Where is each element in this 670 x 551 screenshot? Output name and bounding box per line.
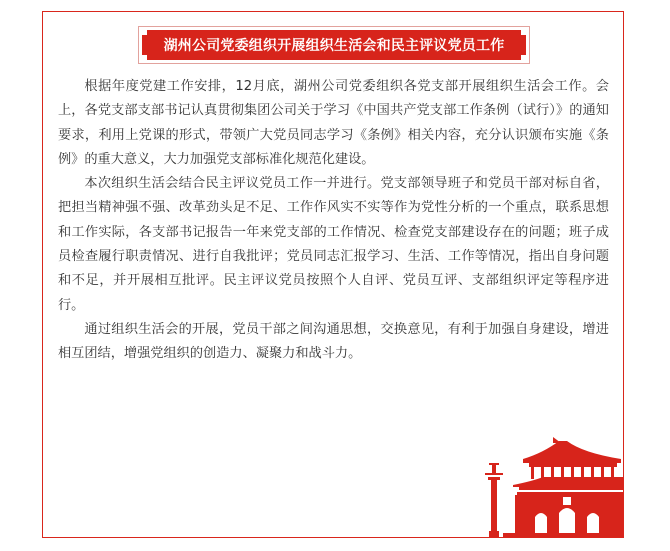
article-title: 湖州公司党委组织开展组织生活会和民主评议党员工作 — [163, 38, 505, 54]
article-frame — [42, 11, 624, 538]
title-banner — [138, 26, 530, 64]
tiananmen-gate-illustration — [483, 437, 623, 537]
paragraph: 通过组织生活会的开展，党员干部之间沟通思想，交换意见，有利于加强自身建设，增进相互团结，增强党组织的创造力、凝聚力和战斗力。 — [58, 321, 609, 362]
paragraph: 本次组织生活会结合民主评议党员工作一并进行。党支部领导班子和党员干部对标自省，把担当精神强不强、改革劲头足不足、工作作风实不实等作为党性分析的一个重点，联系思想和工作实际，各支部书记报告一年来党支部的工作情况、检查党支部建设存在的问题；班子成员检查履行职责情况、进行自我批评；党员同志汇报学习、生活、工作等情况，指出自身问题和不足，并开展相互批评。民主评议党员按照个人自评、党员互评、支部组织评定等程序进行。 — [58, 176, 609, 313]
article-body — [58, 75, 609, 367]
paragraph: 根据年度党建工作安排，12月底，湖州公司党委组织各党支部开展组织生活会工作。会上，各党支部支部书记认真贯彻集团公司关于学习《中国共产党支部工作条例（试行）》的通知要求，利用上党课的形式，带领广大党员同志学习《条例》相关内容，充分认识颁布实施《条例》的重大意义，大力加强党支部标准化规范化建设。 — [58, 79, 609, 167]
